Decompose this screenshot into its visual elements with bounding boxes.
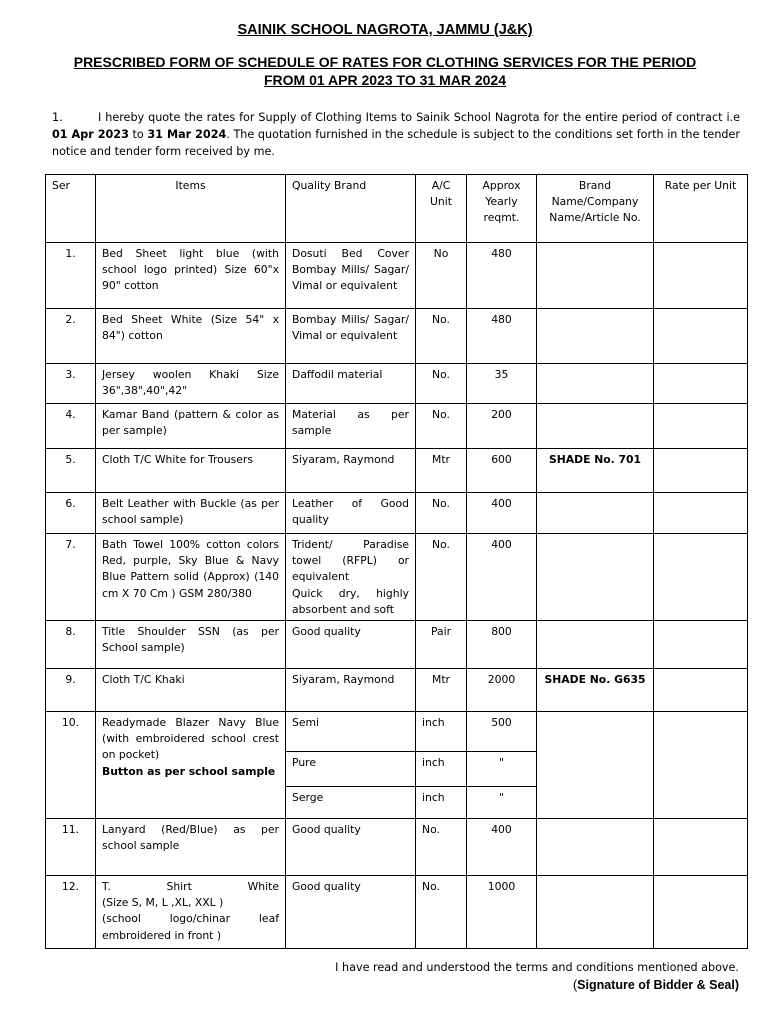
cell-ser: 8.	[46, 621, 96, 669]
cell-qty: 480	[467, 243, 537, 309]
cell-qty: 35	[467, 364, 537, 404]
cell-ser: 7.	[46, 534, 96, 621]
intro-text-2: to	[128, 128, 148, 141]
table-row	[46, 669, 748, 712]
cell-ser: 1.	[46, 243, 96, 309]
cell-brand[interactable]: SHADE No. 701	[537, 449, 654, 493]
col-header-rate: Rate per Unit	[654, 175, 748, 243]
cell-ser: 4.	[46, 404, 96, 449]
cell-qty: 480	[467, 309, 537, 364]
signature-label: Signature of Bidder & Seal)	[577, 978, 739, 992]
contract-start-date: 01 Apr 2023	[52, 128, 129, 141]
intro-paragraph	[52, 109, 740, 160]
cell-unit: Mtr	[416, 669, 467, 712]
cell-brand[interactable]	[537, 309, 654, 364]
col-header-quality: Quality Brand	[286, 175, 416, 243]
cell-quality: Serge	[286, 787, 416, 819]
col-header-items: Items	[96, 175, 286, 243]
cell-rate[interactable]	[654, 243, 748, 309]
cell-qty: 600	[467, 449, 537, 493]
table-row	[46, 819, 748, 876]
cell-unit: inch	[416, 712, 467, 752]
cell-quality: Siyaram, Raymond	[286, 669, 416, 712]
cell-unit: No.	[416, 876, 467, 949]
cell-rate[interactable]	[654, 712, 748, 819]
cell-qty: "	[467, 752, 537, 787]
table-row	[46, 493, 748, 534]
cell-unit: No.	[416, 819, 467, 876]
cell-qty: 800	[467, 621, 537, 669]
cell-unit: No.	[416, 534, 467, 621]
cell-ser: 9.	[46, 669, 96, 712]
table-header-row	[46, 175, 748, 243]
cell-unit: No.	[416, 404, 467, 449]
cell-quality: Material as per sample	[286, 404, 416, 449]
cell-qty: 500	[467, 712, 537, 752]
cell-rate[interactable]	[654, 449, 748, 493]
cell-rate[interactable]	[654, 364, 748, 404]
col-header-brand: Brand Name/Company Name/Article No.	[537, 175, 654, 243]
cell-quality: Good quality	[286, 819, 416, 876]
document-subtitle: PRESCRIBED FORM OF SCHEDULE OF RATES FOR CLOTHING SERVICES FOR THE PERIOD FROM 01 APR 2023 TO 31 MAR 2024	[73, 54, 697, 88]
cell-unit: No.	[416, 364, 467, 404]
col-header-ser: Ser	[46, 175, 96, 243]
item-detail: (school logo/chinar leaf embroidered in front )	[102, 912, 279, 942]
intro-text-1: I hereby quote the rates for Supply of Clothing Items to Sainik School Nagrota for the entire period of contract i.e	[98, 111, 740, 124]
cell-quality: Bombay Mills/ Sagar/ Vimal or equivalent	[286, 309, 416, 364]
cell-quality: Semi	[286, 712, 416, 752]
cell-unit: No	[416, 243, 467, 309]
cell-item: Lanyard (Red/Blue) as per school sample	[96, 819, 286, 876]
signature-line	[573, 978, 739, 992]
cell-quality	[286, 534, 416, 621]
cell-item: Cloth T/C White for Trousers	[96, 449, 286, 493]
cell-rate[interactable]	[654, 876, 748, 949]
cell-quality: Leather of Good quality	[286, 493, 416, 534]
cell-item: Bath Towel 100% cotton colors Red, purple, Sky Blue & Navy Blue Pattern solid (Approx) (140 cm X 70 Cm ) GSM 280/380	[96, 534, 286, 621]
table-row	[46, 534, 748, 621]
col-header-unit: A/C Unit	[416, 175, 467, 243]
item-note: Button as per school sample	[102, 764, 276, 778]
declaration-text: I have read and understood the terms and conditions mentioned above.	[335, 961, 739, 974]
cell-unit: No.	[416, 493, 467, 534]
paragraph-number: 1.	[52, 111, 63, 124]
cell-brand[interactable]	[537, 493, 654, 534]
cell-item: Belt Leather with Buckle (as per school sample)	[96, 493, 286, 534]
cell-rate[interactable]	[654, 621, 748, 669]
signature-open-paren: (	[572, 978, 578, 992]
cell-qty: 1000	[467, 876, 537, 949]
table-row	[46, 364, 748, 404]
cell-quality: Good quality	[286, 621, 416, 669]
cell-qty: "	[467, 787, 537, 819]
cell-brand[interactable]	[537, 712, 654, 819]
table-row	[46, 621, 748, 669]
cell-unit: Mtr	[416, 449, 467, 493]
cell-ser: 10.	[46, 712, 96, 819]
table-row	[46, 309, 748, 364]
document-title: SAINIK SCHOOL NAGROTA, JAMMU (J&K)	[237, 22, 533, 38]
cell-unit: inch	[416, 787, 467, 819]
intro-text-3: . The quotation furnished in the schedule is subject to the conditions set forth in the tender notice and tender form received by me.	[52, 128, 740, 158]
cell-item: Bed Sheet White (Size 54" x 84") cotton	[96, 309, 286, 364]
item-sizes: (Size S, M, L ,XL, XXL )	[102, 896, 224, 910]
table-row	[46, 876, 748, 949]
cell-rate[interactable]	[654, 309, 748, 364]
cell-unit: inch	[416, 752, 467, 787]
cell-ser: 5.	[46, 449, 96, 493]
cell-quality: Good quality	[286, 876, 416, 949]
cell-item: Bed Sheet light blue (with school logo printed) Size 60"x 90" cotton	[96, 243, 286, 309]
quality-line: Trident/ Paradise towel (RFPL) or equivalent	[292, 538, 409, 584]
table-row	[46, 404, 748, 449]
cell-qty: 400	[467, 819, 537, 876]
cell-rate[interactable]	[654, 493, 748, 534]
col-header-qty: Approx Yearly reqmt.	[467, 175, 537, 243]
cell-ser: 2.	[46, 309, 96, 364]
table-row	[46, 243, 748, 309]
cell-item: Title Shoulder SSN (as per School sample)	[96, 621, 286, 669]
cell-ser: 12.	[46, 876, 96, 949]
cell-item: Cloth T/C Khaki	[96, 669, 286, 712]
cell-rate[interactable]	[654, 669, 748, 712]
cell-rate[interactable]	[654, 534, 748, 621]
cell-brand[interactable]	[537, 876, 654, 949]
cell-quality: Daffodil material	[286, 364, 416, 404]
cell-unit: Pair	[416, 621, 467, 669]
cell-item	[96, 876, 286, 949]
cell-qty: 400	[467, 534, 537, 621]
cell-quality: Pure	[286, 752, 416, 787]
cell-qty: 2000	[467, 669, 537, 712]
cell-qty: 400	[467, 493, 537, 534]
cell-brand[interactable]	[537, 243, 654, 309]
cell-item: Jersey woolen Khaki Size 36",38",40",42"	[96, 364, 286, 404]
contract-end-date: 31 Mar 2024	[147, 128, 227, 141]
cell-rate[interactable]	[654, 404, 748, 449]
cell-brand[interactable]	[537, 534, 654, 621]
cell-item	[96, 712, 286, 819]
cell-unit: No.	[416, 309, 467, 364]
cell-item: Kamar Band (pattern & color as per sample)	[96, 404, 286, 449]
rates-table	[45, 174, 748, 949]
table-row	[46, 449, 748, 493]
cell-rate[interactable]	[654, 819, 748, 876]
quality-line-2: Quick dry, highly absorbent and soft	[292, 586, 409, 616]
cell-ser: 6.	[46, 493, 96, 534]
cell-brand[interactable]: SHADE No. G635	[537, 669, 654, 712]
cell-brand[interactable]	[537, 819, 654, 876]
item-text: Readymade Blazer Navy Blue (with embroidered school crest on pocket)	[102, 716, 279, 762]
table-row	[46, 712, 748, 752]
cell-ser: 3.	[46, 364, 96, 404]
cell-brand[interactable]	[537, 621, 654, 669]
cell-quality: Dosuti Bed Cover Bombay Mills/ Sagar/ Vimal or equivalent	[286, 243, 416, 309]
cell-brand[interactable]	[537, 404, 654, 449]
cell-brand[interactable]	[537, 364, 654, 404]
cell-ser: 11.	[46, 819, 96, 876]
cell-quality: Siyaram, Raymond	[286, 449, 416, 493]
cell-qty: 200	[467, 404, 537, 449]
item-text: T. Shirt White	[102, 880, 279, 894]
